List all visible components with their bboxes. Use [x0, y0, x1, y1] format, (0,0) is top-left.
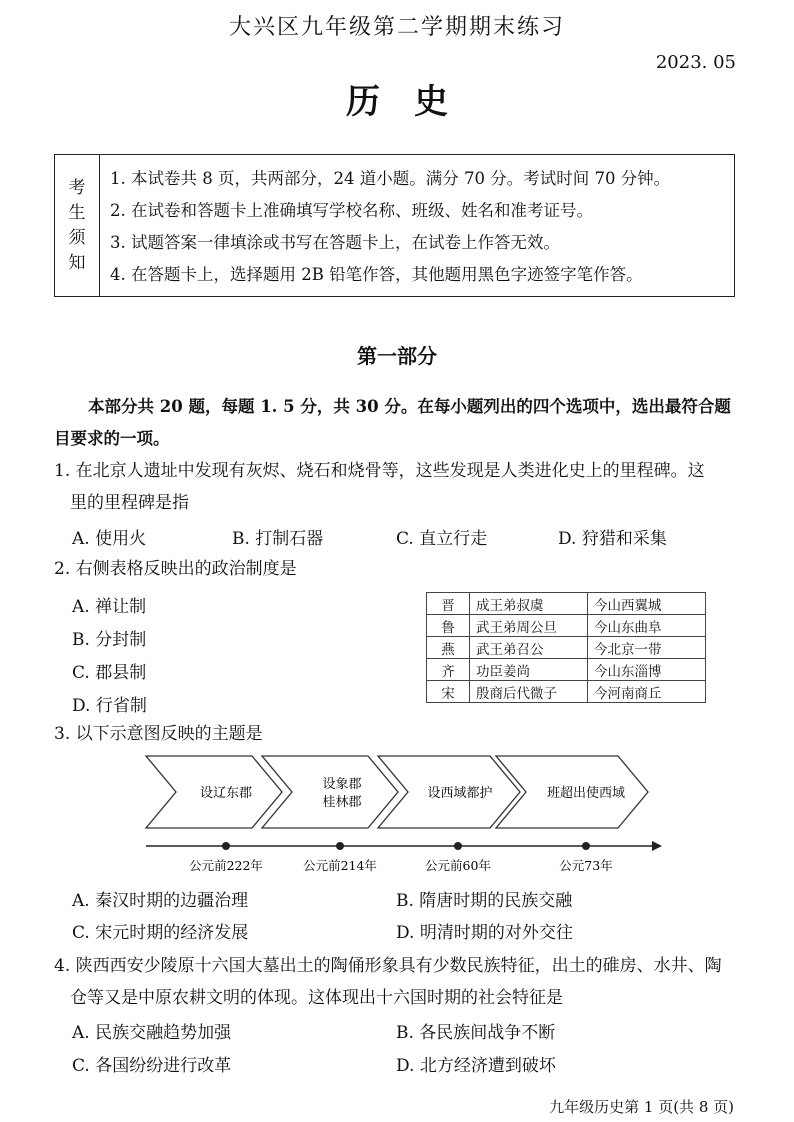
q4-option-a[interactable]: A. 民族交融趋势加强 [72, 1023, 232, 1043]
notice-item: 2. 在试卷和答题卡上准确填写学校名称、班级、姓名和准考证号。 [110, 201, 593, 220]
table-cell: 齐 [427, 659, 470, 681]
q1-stem-line1: 1. 在北京人遗址中发现有灰烬、烧石和烧骨等，这些发现是人类进化史上的里程碑。这 [54, 461, 705, 481]
notice-item: 4. 在答题卡上，选择题用 2B 铅笔作答，其他题用黑色字迹签字笔作答。 [110, 265, 643, 284]
q4-stem-line2: 仓等又是中原农耕文明的体现。这体现出十六国时期的社会特征是 [70, 988, 563, 1008]
timeline-point [336, 842, 344, 850]
table-cell: 今北京一带 [588, 637, 706, 659]
timeline-point [454, 842, 462, 850]
q2-stem: 2. 右侧表格反映出的政治制度是 [54, 559, 297, 579]
table-cell: 功臣姜尚 [470, 659, 588, 681]
step-label: 设象郡 [322, 777, 362, 792]
subject-title: 历史 [346, 82, 482, 122]
table-cell: 鲁 [427, 615, 470, 637]
timeline-point [222, 842, 230, 850]
exam-notice-box [54, 154, 735, 297]
table-row [427, 659, 706, 681]
timeline-arrow [652, 841, 662, 851]
table-cell: 殷商后代微子 [470, 681, 588, 703]
notice-list [100, 155, 670, 296]
table-cell: 今山西翼城 [588, 593, 706, 615]
table-row [427, 593, 706, 615]
q4-option-b[interactable]: B. 各民族间战争不断 [396, 1023, 556, 1043]
exam-title: 大兴区九年级第二学期期末练习 [228, 15, 565, 40]
notice-label [55, 155, 100, 296]
q3-option-b[interactable]: B. 隋唐时期的民族交融 [396, 891, 573, 911]
table-cell: 燕 [427, 637, 470, 659]
step-label: 班超出使西域 [546, 786, 626, 801]
table-row [427, 615, 706, 637]
q1-option-d[interactable]: D. 狩猎和采集 [558, 529, 667, 549]
q1-option-a[interactable]: A. 使用火 [72, 529, 147, 549]
q1-stem-line2: 里的里程碑是指 [70, 493, 189, 513]
table-cell: 今山东曲阜 [588, 615, 706, 637]
notice-label-char: 须 [68, 227, 86, 248]
section-instructions: 本部分共 20 题，每题 1. 5 分，共 30 分。在每小题列出的四个选项中，选出最符合题目要求的一项。 [54, 397, 731, 448]
table-cell: 今山东淄博 [588, 659, 706, 681]
table-row [427, 681, 706, 703]
table-cell: 武王弟周公旦 [470, 615, 588, 637]
table-cell: 武王弟召公 [470, 637, 588, 659]
q3-option-a[interactable]: A. 秦汉时期的边疆治理 [72, 891, 249, 911]
q3-option-d[interactable]: D. 明清时期的对外交往 [396, 923, 573, 943]
table-cell: 今河南商丘 [588, 681, 706, 703]
chevron-step-1 [146, 756, 282, 828]
q4-option-c[interactable]: C. 各国纷纷进行改革 [72, 1056, 232, 1076]
q1-option-c[interactable]: C. 直立行走 [396, 529, 488, 549]
table-cell: 宋 [427, 681, 470, 703]
q2-option-d[interactable]: D. 行省制 [72, 696, 147, 716]
q1-option-b[interactable]: B. 打制石器 [232, 529, 324, 549]
q4-stem-line1: 4. 陕西西安少陵原十六国大墓出土的陶俑形象具有少数民族特征，出土的碓房、水井、陶 [54, 956, 722, 976]
notice-item: 1. 本试卷共 8 页，共两部分，24 道小题。满分 70 分。考试时间 70 分钟。 [110, 169, 671, 188]
timeline-diagram [140, 752, 670, 877]
page-footer: 九年级历史第 1 页(共 8 页) [549, 1098, 734, 1116]
timeline-date: 公元73年 [559, 858, 613, 873]
q3-option-c[interactable]: C. 宋元时期的经济发展 [72, 923, 249, 943]
q3-stem: 3. 以下示意图反映的主题是 [54, 724, 263, 744]
notice-item: 3. 试题答案一律填涂或书写在答题卡上，在试卷上作答无效。 [110, 233, 560, 252]
q2-option-b[interactable]: B. 分封制 [72, 630, 147, 650]
section-title: 第一部分 [357, 344, 437, 368]
step-label: 设西域都护 [427, 786, 493, 801]
step-label: 桂林郡 [322, 795, 362, 810]
notice-label-char: 生 [68, 202, 86, 223]
fiefdom-table [426, 592, 706, 703]
table-row [427, 637, 706, 659]
timeline-date: 公元前214年 [303, 858, 377, 873]
exam-date: 2023. 05 [655, 52, 736, 73]
q2-option-a[interactable]: A. 禅让制 [72, 597, 147, 617]
timeline-point [582, 842, 590, 850]
q2-option-c[interactable]: C. 郡县制 [72, 663, 147, 683]
table-cell: 晋 [427, 593, 470, 615]
notice-label-char: 考 [68, 177, 86, 198]
table-cell: 成王弟叔虞 [470, 593, 588, 615]
timeline-date: 公元前60年 [425, 858, 491, 873]
timeline-date: 公元前222年 [189, 858, 263, 873]
chevron-step-3 [378, 756, 520, 828]
notice-label-char: 知 [68, 252, 86, 273]
q4-option-d[interactable]: D. 北方经济遭到破坏 [396, 1056, 556, 1076]
step-label: 设辽东郡 [199, 786, 253, 801]
